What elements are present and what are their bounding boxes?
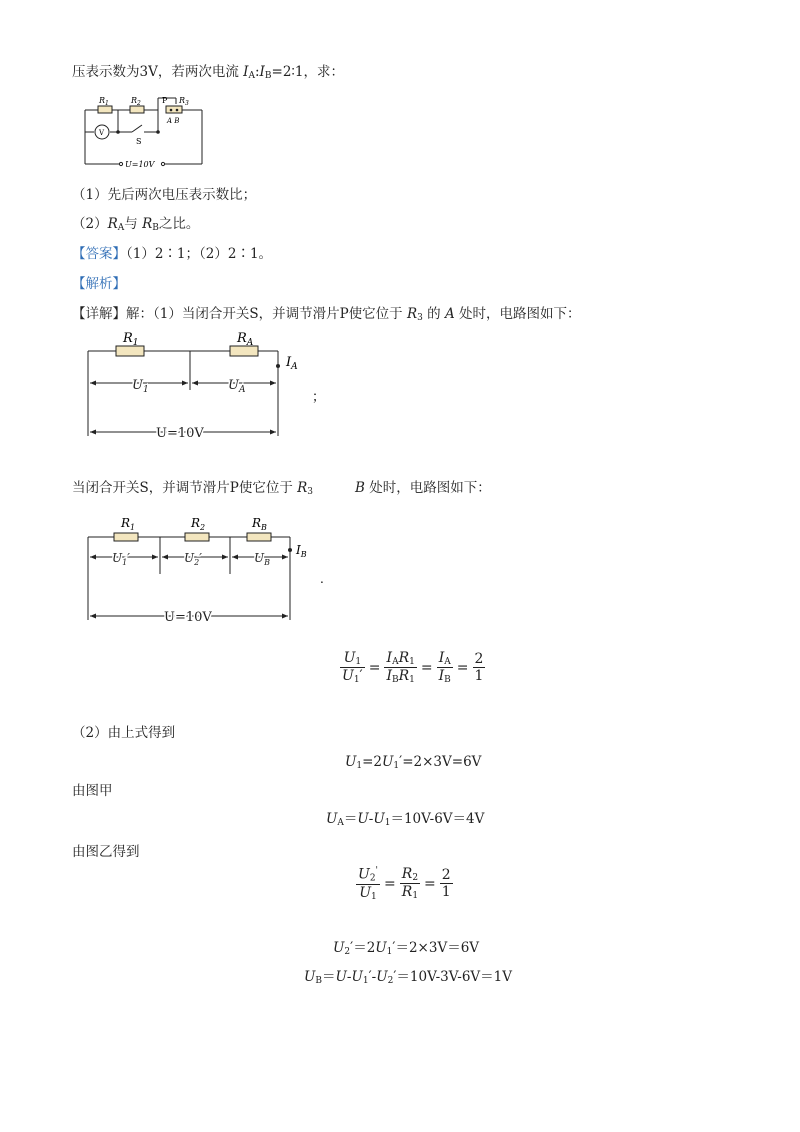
frac-u2p-u1: $\frac{U_2'}{U_1}$ — [358, 866, 379, 902]
frac-ia-ib: $\frac{I_A}{I_B}$ — [438, 650, 451, 685]
circuit-a-ua-label: $U_A$ — [228, 378, 246, 395]
detail-text-3: 处时，电路图如下： — [454, 306, 581, 322]
circuit-b-u2p-label: $U_2'$ — [184, 551, 202, 567]
circuit-b-r2-resistor — [185, 533, 209, 541]
equation-ub: $U_B=U-U_1'-U_2'=10V-3V-6V=1V$ — [304, 969, 513, 986]
circuit-a-u1-label: $U_1$ — [132, 378, 149, 395]
small-voltage-label: U=10V — [125, 160, 155, 169]
circuit-a-voltage-label: U=10V — [156, 426, 204, 441]
second-text-2: 处时，电路图如下： — [364, 480, 491, 496]
small-r2-label: $R_2$ — [131, 96, 141, 107]
frac-iar1-ibr1: $\frac{I_AR_1}{I_BR_1}$ — [386, 650, 415, 685]
second-intro-line — [72, 479, 491, 501]
ia-subscript: A — [248, 71, 255, 81]
part2-label: （2）由上式得到 — [72, 725, 176, 741]
circuit-a-ia-label: $I_A$ — [286, 355, 298, 372]
frac-u1-u1p: $\frac{U_1}{U_1'}$ — [342, 650, 363, 685]
equation-ratio-2: $\frac{U_2'}{U_1}$ = $\frac{R_2}{R_1}$ = $\frac{2}{1}$ — [358, 866, 451, 902]
small-r1-label: $R_1$ — [99, 96, 109, 107]
fig-b-label: 由图乙得到 — [72, 844, 140, 860]
detail-a: A — [444, 306, 455, 322]
circuit-b-r1-label: $R_1$ — [121, 516, 136, 532]
circuit-b-ub-label: $U_B$ — [254, 551, 271, 567]
equation-ua: $U_A=U-U_1=10V-6V=4V$ — [326, 811, 485, 828]
ib-symbol: I — [259, 64, 265, 80]
ia-symbol: I — [243, 64, 249, 80]
equation-u2: $U_2'=2U_1'=2\times 3V=6V$ — [333, 940, 480, 957]
small-switch-label: S — [136, 137, 142, 146]
frac-r2-r1: $\frac{R_2}{R_1}$ — [401, 866, 419, 902]
circuit-b-diagram — [80, 510, 340, 628]
second-r3: R — [297, 480, 308, 496]
circuit-a-diagram — [80, 328, 330, 443]
circuit-b-u1p-label: $U_1'$ — [112, 551, 130, 567]
ra-symbol: R — [107, 216, 118, 232]
rb-symbol: R — [142, 216, 153, 232]
intro-text: 压表示数为3V，若两次电流 — [72, 64, 244, 80]
circuit-b-period: . — [320, 572, 324, 586]
answer-text: （1）2∶1；（2）2∶1。 — [126, 246, 273, 262]
analysis-tag: 【解析】 — [72, 276, 126, 292]
circuit-b-r2-label: $R_2$ — [191, 516, 206, 532]
detail-text-2: 的 — [422, 306, 445, 322]
second-text: 当闭合开关S，并调节滑片P使它位于 — [72, 480, 298, 496]
circuit-a-r1-label: $R_1$ — [123, 331, 139, 348]
answer-tag: 【答案】 — [72, 246, 126, 262]
intro-line — [72, 63, 344, 85]
detail-line — [72, 305, 581, 327]
question-1: （1）先后两次电压表示数比； — [72, 187, 257, 203]
equation-u1: $U_1=2U_1'=2\times 3V=6V$ — [345, 754, 482, 771]
detail-text: 解：（1）当闭合开关S，并调节滑片P使它位于 — [126, 306, 407, 322]
circuit-a-semicolon: ； — [312, 390, 326, 405]
small-r3-label: $R_3$ — [179, 96, 189, 107]
small-circuit-diagram — [80, 92, 208, 170]
second-b: B — [355, 480, 365, 496]
small-r1-resistor — [98, 106, 112, 113]
answer-line — [72, 245, 272, 263]
detail-r3-subscript: 3 — [417, 313, 423, 323]
small-ab-label: A B — [167, 117, 180, 125]
q2-mid: 与 — [124, 216, 143, 232]
detail-tag: 【详解】 — [72, 306, 126, 322]
ratio-colon: : — [254, 64, 260, 80]
small-r3-resistor — [166, 106, 182, 113]
small-slider-label: P — [162, 96, 168, 105]
second-r3-subscript: 3 — [307, 487, 314, 497]
intro-text-end: =2∶1，求： — [271, 64, 345, 80]
circuit-b-rb-label: $R_B$ — [252, 516, 267, 532]
rb-subscript: B — [152, 223, 159, 233]
small-r2-resistor — [130, 106, 144, 113]
q2-end: 之比。 — [158, 216, 200, 232]
fig-a-label: 由图甲 — [72, 783, 113, 799]
circuit-a-r1-resistor — [116, 346, 144, 356]
voltmeter-icon: V — [99, 129, 105, 137]
circuit-b-ib-label: $I_B$ — [296, 543, 307, 559]
ra-subscript: A — [117, 223, 125, 233]
ib-subscript: B — [264, 71, 272, 81]
equation-ratio-1: $\frac{U_1}{U_1'}$ = $\frac{I_AR_1}{I_BR_1}$ = $\frac{I_A}{I_B}$ = $\frac{2}{1}$ — [342, 650, 484, 685]
circuit-b-voltage-label: U=10V — [164, 610, 212, 625]
circuit-b-rb-resistor — [247, 533, 271, 541]
frac-2-1: $\frac{2}{1}$ — [474, 651, 484, 684]
circuit-b-r1-resistor — [114, 533, 138, 541]
detail-r3: R — [406, 306, 418, 322]
circuit-a-ra-resistor — [230, 346, 258, 356]
q2-prefix: （2） — [72, 216, 108, 232]
circuit-a-ra-label: $R_A$ — [237, 331, 254, 348]
small-switch — [132, 125, 142, 132]
frac-2-1-b: $\frac{2}{1}$ — [441, 867, 451, 901]
question-2 — [72, 215, 199, 237]
